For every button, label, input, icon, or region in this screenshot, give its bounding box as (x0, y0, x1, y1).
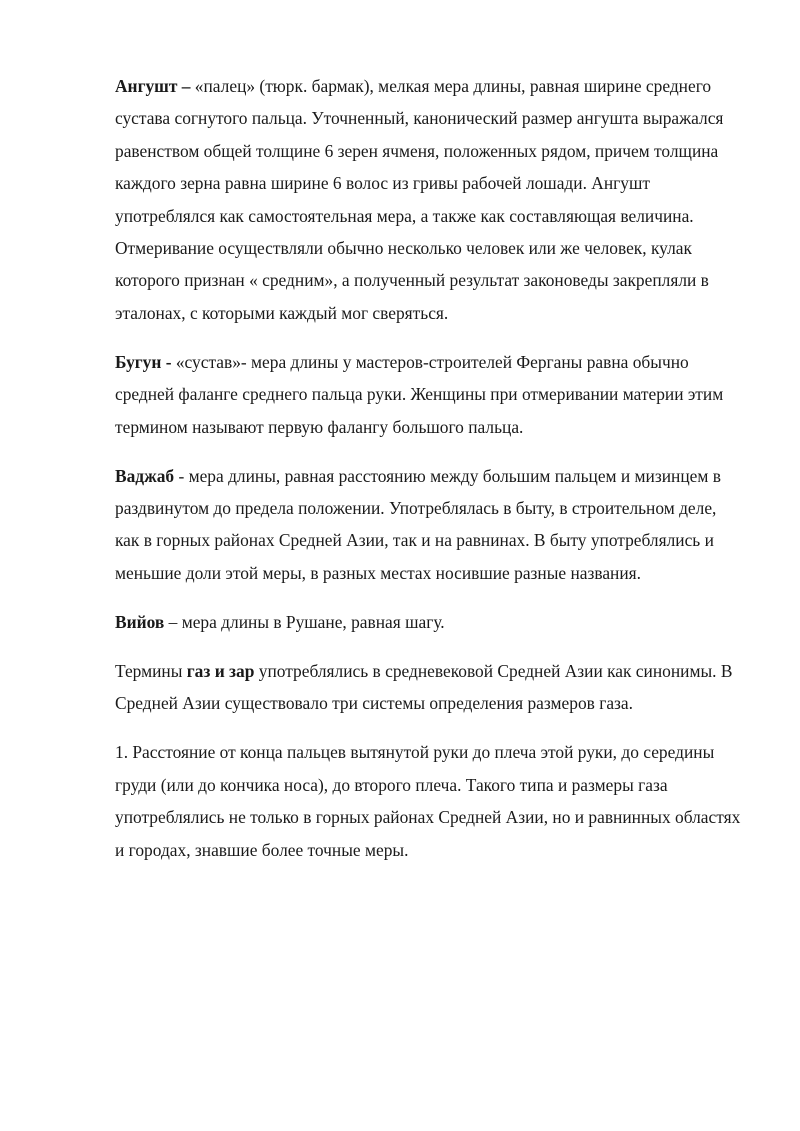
paragraph-text: употреблялись в средневековой Средней Азии как синонимы. В Средней Азии существовало три системы определения размеров газа. (115, 660, 733, 714)
paragraph-text: «сустав»- мера длины у мастеров-строителей Ферганы равна обычно средней фаланге среднего пальца руки. Женщины при отмеривании материи этим термином называют первую фалангу большого пальца. (115, 351, 724, 437)
paragraph-lead: Термины (115, 660, 187, 681)
paragraph-text: - мера длины, равная расстоянию между большим пальцем и мизинцем в раздвинутом до предела положении. Употреблялась в быту, в строительном деле, как в горных районах Средней Азии, так и на равнинах. В быту употреблялись и меньшие доли этой меры, в разных местах носившие разные названия. (115, 465, 721, 583)
paragraph-vadzhab (115, 460, 745, 590)
paragraph-viyov (115, 606, 745, 638)
paragraph-text: – мера длины в Рушане, равная шагу. (164, 611, 445, 632)
paragraph-gaz-zar (115, 655, 745, 720)
paragraph-text: «палец» (тюрк. бармак), мелкая мера длины, равная ширине среднего сустава согнутого пальца. Уточненный, канонический размер ангушта выражался равенством общей толщине 6 зерен ячменя, положенных рядом, причем толщина каждого зерна равна ширине 6 волос из гривы рабочей лошади. Ангушт употреблялся как самостоятельная мера, а также как составляющая величина. Отмеривание осуществляли обычно несколько человек или же человек, кулак которого признан « средним», а полученный результат законоведы закрепляли в эталонах, с которыми каждый мог сверяться. (115, 76, 724, 323)
term-viyov: Вийов (115, 611, 165, 632)
term-bugun: Бугун - (115, 351, 172, 372)
paragraph-bugun (115, 346, 745, 443)
term-vadzhab: Ваджаб (115, 465, 175, 486)
term-gaz-zar: газ и зар (186, 660, 255, 681)
paragraph-gaz-system-1 (115, 736, 745, 866)
document-page (115, 70, 745, 883)
term-angusht: Ангушт – (115, 76, 191, 96)
paragraph-text: 1. Расстояние от конца пальцев вытянутой руки до плеча этой руки, до середины груди (или до кончика носа), до второго плеча. Такого типа и размеры газа употреблялись не только в горных районах Средней Азии, но и равнинных областях и городах, знавшие более точные меры. (115, 742, 741, 860)
paragraph-angusht (115, 70, 745, 329)
